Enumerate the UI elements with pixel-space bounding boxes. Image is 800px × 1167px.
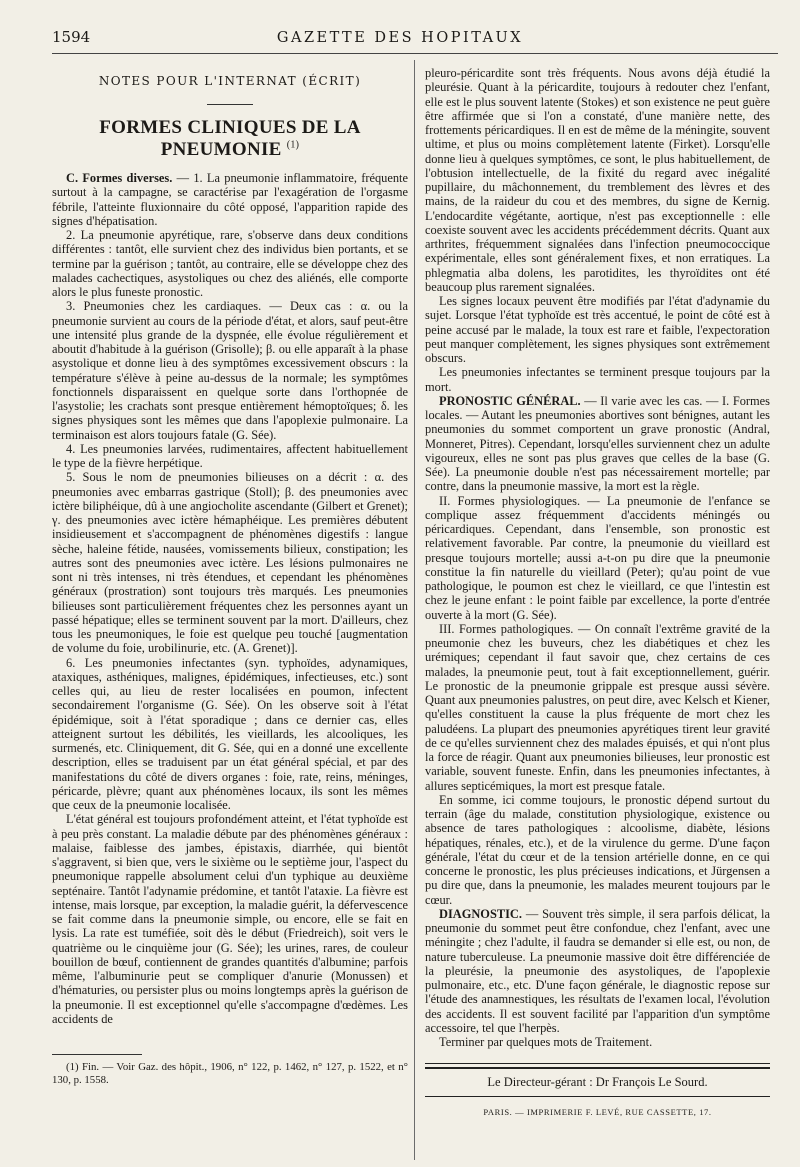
paragraph-text: II. Formes physiologiques. — La pneumonie de l'enfance se complique assez fréquemment d'accidents méningés ou péricardiques. Cependant, dans l'ensemble, son pronostic est relativement favorable. Par contre, la pneumonie du vieillard est presque toujours mortelle; aussi a-t-on pu dire que la pneumonie constitue la fin naturelle du vieillard (Peter); qu'au point de vue pathologique, le poumon est chez le vieillard, ce que l'intestin est chez le jeune enfant : le point faible par excellence, la porte d'entrée ouverte à la mort (G. Sée). — [425, 493, 770, 622]
header-rule — [52, 53, 778, 54]
paragraph — [52, 470, 408, 655]
section-heading: NOTES POUR L'INTERNAT (ÉCRIT) — [98, 74, 362, 88]
paragraph-text: 6. Les pneumonies infectantes (syn. typhoïdes, adynamiques, ataxiques, asthéniques, malignes, épidémiques, infectieuses, etc.) sont celles qui, au lieu de rester localisées en poumon, infectent secondairement l'organisme (G. Sée). On les observe soit à l'état épidémique, soit à l'état sporadique ; dans ce dernier cas, elles atteignent surtout les débilités, les vieillards, les alcooliques, les surmenés, etc. Cliniquement, dit G. Sée, qui en a donné une excellente description, elles se traduisent par un état général spécial, et par des manifestations du côté de divers organes : foie, rate, reins, méninges, péricarde, plèvre; quant aux phénomènes locaux, ils sont les mêmes que ceux de la pneumonie localisée. — [52, 655, 408, 812]
paragraph — [425, 793, 770, 907]
paragraph — [425, 394, 770, 494]
page-number: 1594 — [52, 28, 91, 46]
paragraph-text: L'état général est toujours profondément atteint, et l'état typhoïde est à peu près constant. La maladie débute par des phénomènes généraux : malaise, faiblesse des jambes, épistaxis, diarrhée, qui bientôt s'aggravent, si bien que, vers le sixième ou le septième jour, l'aspect du pneumonique rappelle absolument celui d'un typhique au deuxième septénaire. Tantôt l'adynamie prédomine, et tantôt l'ataxie. La fièvre est intense, mais lorsque, par exception, la maladie guérit, la défervescence se fait comme dans la pneumonie simple, ou encore, elle se fait en lysis. La rate est tuméfiée, soit dès le début (Friedreich), soit vers le quatrième ou le cinquième jour (G. Sée); les urines, rares, de couleur bouillon de bœuf, contiennent de grandes quantités d'albumine; parfois même, l'albuminurie peut se compliquer d'anurie (Monussen) et d'hématuries, ou persister plus ou moins longtemps après la guérison de la pneumonie. Il est exceptionnel qu'elle s'accompagne d'œdèmes. Les accidents de — [52, 812, 408, 1026]
paragraph — [52, 228, 408, 299]
paragraph-text: 5. Sous le nom de pneumonies bilieuses on a décrit : α. des pneumonies avec embarras gastrique (Stoll); β. des pneumonies avec ictère biliphéique, dû à une angiocholite ascendante (Gilbert et Grenet); γ. des pneumonies avec ictère hémaphéique. Les premières débutent insidieusement et s'accompagnent de phénomènes digestifs : langue sèche, haleine fétide, nausées, vomissements bilieux, constipation; les autres sont des pneumonies avec ictère. Les lésions pulmonaires ne sont ni très intenses, ni très étendues, et cependant les phénomènes généraux (prostration) sont toujours très marqués. Les pneumonies bilieuses sont particulièrement fréquentes chez les personnes ayant un passé hépatique; elles se terminent souvent par la mort. D'ailleurs, chez tous les pneumoniques, le foie est quelque peu touché [augmentation de volume du foie, urobilinurie, etc. (A. Grenet)]. — [52, 470, 408, 656]
footnote: (1) Fin. — Voir Gaz. des hôpit., 1906, n° 122, p. 1462, n° 127, p. 1522, et n° 130, p. 1558. — [52, 1061, 408, 1086]
paragraph — [425, 622, 770, 793]
paragraph-text: Les signes locaux peuvent être modifiés par l'état d'adynamie du sujet. Lorsque l'état typhoïde est très accentué, le point de côté est à peine accusé par le malade, la toux est rare et faible, l'expectoration peut manquer complètement, les signes physiques sont extrêmement obscurs. — [425, 294, 770, 365]
director-credit: Le Directeur-gérant : Dr François Le Sourd. — [487, 1075, 708, 1090]
paragraph-lead: PRONOSTIC GÉNÉRAL. — [439, 393, 581, 408]
title-rule — [207, 104, 253, 105]
paragraph-lead: DIAGNOSTIC. — [439, 906, 522, 921]
paragraph — [52, 299, 408, 442]
paragraph — [425, 907, 770, 1035]
paragraph — [425, 365, 770, 394]
paragraph-text: — Il varie avec les cas. — I. Formes locales. — Autant les pneumonies abortives sont bénignes, autant les pneumonies du sommet comportent un grave pronostic (Andral, Monneret, Pitres). Cependant, lorsqu'elles surviennent chez un adulte vigoureux, elles ne sont pas plus graves que celles de la base (G. Sée). La pneumonie double n'est pas nécessairement mortelle; par contre, dans la pneumonie massive, la mort est la règle. — [425, 393, 771, 494]
paragraph — [425, 294, 770, 365]
paragraph-text: 4. Les pneumonies larvées, rudimentaires, affectent habituellement le type de la fièvre herpétique. — [52, 441, 408, 470]
paragraph — [52, 442, 408, 471]
footnote-rule — [52, 1054, 142, 1055]
paragraph — [425, 1035, 770, 1049]
paragraph-text: — Souvent très simple, il sera parfois délicat, la pneumonie du sommet peut être confondue, chez l'enfant, avec une méningite ; chez l'adulte, il faudra se demander si elle est, ou non, de nature tuberculeuse. La pneumonie massive doit être différenciée de la pleurésie, la pneumonie des asystoliques, de l'apoplexie pulmonaire, etc., etc. D'une façon générale, le diagnostic repose sur l'étude des anamnestiques, les résultats de l'examen local, l'évolution des accidents. Il est souvent facilité par l'apparition d'un symptôme accessoire, tel que l'herpès. — [425, 906, 770, 1035]
paragraph-text: — 1. La pneumonie inflammatoire, fréquente surtout à la campagne, se caractérise par l'exagération de l'orgasme fébrile, l'atteinte fluxionnaire du côté opposé, l'apparition rapide des signes d'hépatisation. — [52, 171, 408, 228]
paragraph — [52, 171, 408, 228]
paragraph-text: 3. Pneumonies chez les cardiaques. — Deux cas : α. ou la pneumonie survient au cours de la période d'état, et alors, sauf peut-être une intensité plus grande de la dyspnée, elle évolue régulièrement et aboutit d'habitude à la guérison (Grisolle); β. ou elle apparaît à la phase asystolique et donne lieu à des symptômes excessivement obscurs : la température s'élève à peine au-dessus de la normale; les symptômes fonctionnels disparaissent en quelque sorte dans l'orthopnée de l'asystolie; les crachats sont presque entièrement hémoptoïques; δ. les signes physiques sont les mêmes que dans l'apoplexie pulmonaire. La terminaison est alors toujours fatale (G. Sée). — [52, 299, 408, 442]
title-footnote-marker: (1) — [286, 139, 300, 151]
paragraph-text: Les pneumonies infectantes se terminent presque toujours par la mort. — [425, 365, 770, 394]
paragraph — [52, 656, 408, 813]
paragraph — [52, 812, 408, 1026]
article-title-text: FORMES CLINIQUES DE LA PNEUMONIE — [99, 117, 361, 160]
article-title — [52, 117, 408, 161]
paragraph — [425, 494, 770, 622]
running-head: GAZETTE DES HOPITAUX — [276, 30, 524, 46]
right-column — [425, 66, 770, 1117]
closing-rule-thick — [425, 1067, 770, 1069]
paragraph-text: En somme, ici comme toujours, le pronostic dépend surtout du terrain (âge du malade, constitution physiologique, existence ou absence de tares pathologiques : alcoolisme, diabète, lésions hépatiques, rénales, etc.), et de la virulence du germe. D'une façon générale, l'état du cœur et de la tension artérielle donne, en ce qui concerne le pronostic, les plus précieuses indications, et Jürgensen a pu dire que, dans la pneumonie, les malades meurent toujours par le cœur. — [425, 792, 770, 907]
printer-imprint: PARIS. — IMPRIMERIE F. LEVÉ, RUE CASSETTE, 17. — [483, 1107, 712, 1118]
paragraph-text: Terminer par quelques mots de Traitement. — [439, 1035, 653, 1049]
paragraph-lead: C. Formes diverses. — [66, 171, 173, 185]
paragraph-text: III. Formes pathologiques. — On connaît l'extrême gravité de la pneumonie chez les buveurs, chez les diabétiques et chez les urémiques; cependant il faut savoir que, chez certains de ces malades, la pneumonie peut, tout à fait exceptionnellement, guérir. Le pronostic de la pneumonie grippale est presque aussi sévère. Quant aux pneumonies palustres, on peut dire, avec Kelsch et Kiener, qu'elles constituent la cause la plus fréquente de mort chez les paludéens. La plupart des pneumonies apyrétiques tirent leur gravité de ce qu'elles surviennent chez des malades épuisés, et qui n'ont plus la force de réagir. Quant aux pneumonies bilieuses, leur pronostic est variable, souvent funeste. Enfin, dans les pneumonies infectantes, à allures septicémiques, la mort est presque fatale. — [425, 621, 770, 793]
credit-rule — [425, 1096, 770, 1097]
left-column — [52, 66, 408, 1087]
column-divider — [414, 60, 415, 1160]
paragraph — [425, 66, 770, 294]
paragraph-text: 2. La pneumonie apyrétique, rare, s'observe dans deux conditions différentes : tantôt, elle survient chez des individus bien portants, et se termine par la guérison ; tantôt, au contraire, elle se développe chez des malades cachectiques, asystoliques ou chez des aliénés, elle comporte alors le plus funeste pronostic. — [52, 228, 408, 299]
closing-rule — [425, 1063, 770, 1064]
paragraph-text: pleuro-péricardite sont très fréquents. Nous avons déjà étudié la pleurésie. Quant à la péricardite, toujours à redouter chez l'enfant, elle est le plus souvent latente (Stokes) et son existence ne peut guère être affirmée que si l'on a constaté, d'une manière nette, des frottements péricardiques. Il en est de même de la méningite, souvent ultime, et plus ou moins complètement latente (Firket). Lorsqu'elle donne lieu à quelques symptômes, ce sont, le plus habituellement, de l'obtusion intellectuelle, de la fixité du regard avec inégalité pupillaire, du mâchonnement, du tremblement des lèvres et des mains, de la raideur du cou et des membres, du signe de Kernig. L'endocardite végétante, aortique, n'est pas exceptionnelle : elle coexiste souvent avec les accidents précédemment décrits. Quant aux arthrites, fréquemment signalées dans l'infection pneumococcique expérimentale, elles sont généralement fixes, et non erratiques. La phlegmatia alba dolens, les parotidites, les thyroïdites ont été beaucoup plus rarement signalées. — [425, 66, 770, 294]
